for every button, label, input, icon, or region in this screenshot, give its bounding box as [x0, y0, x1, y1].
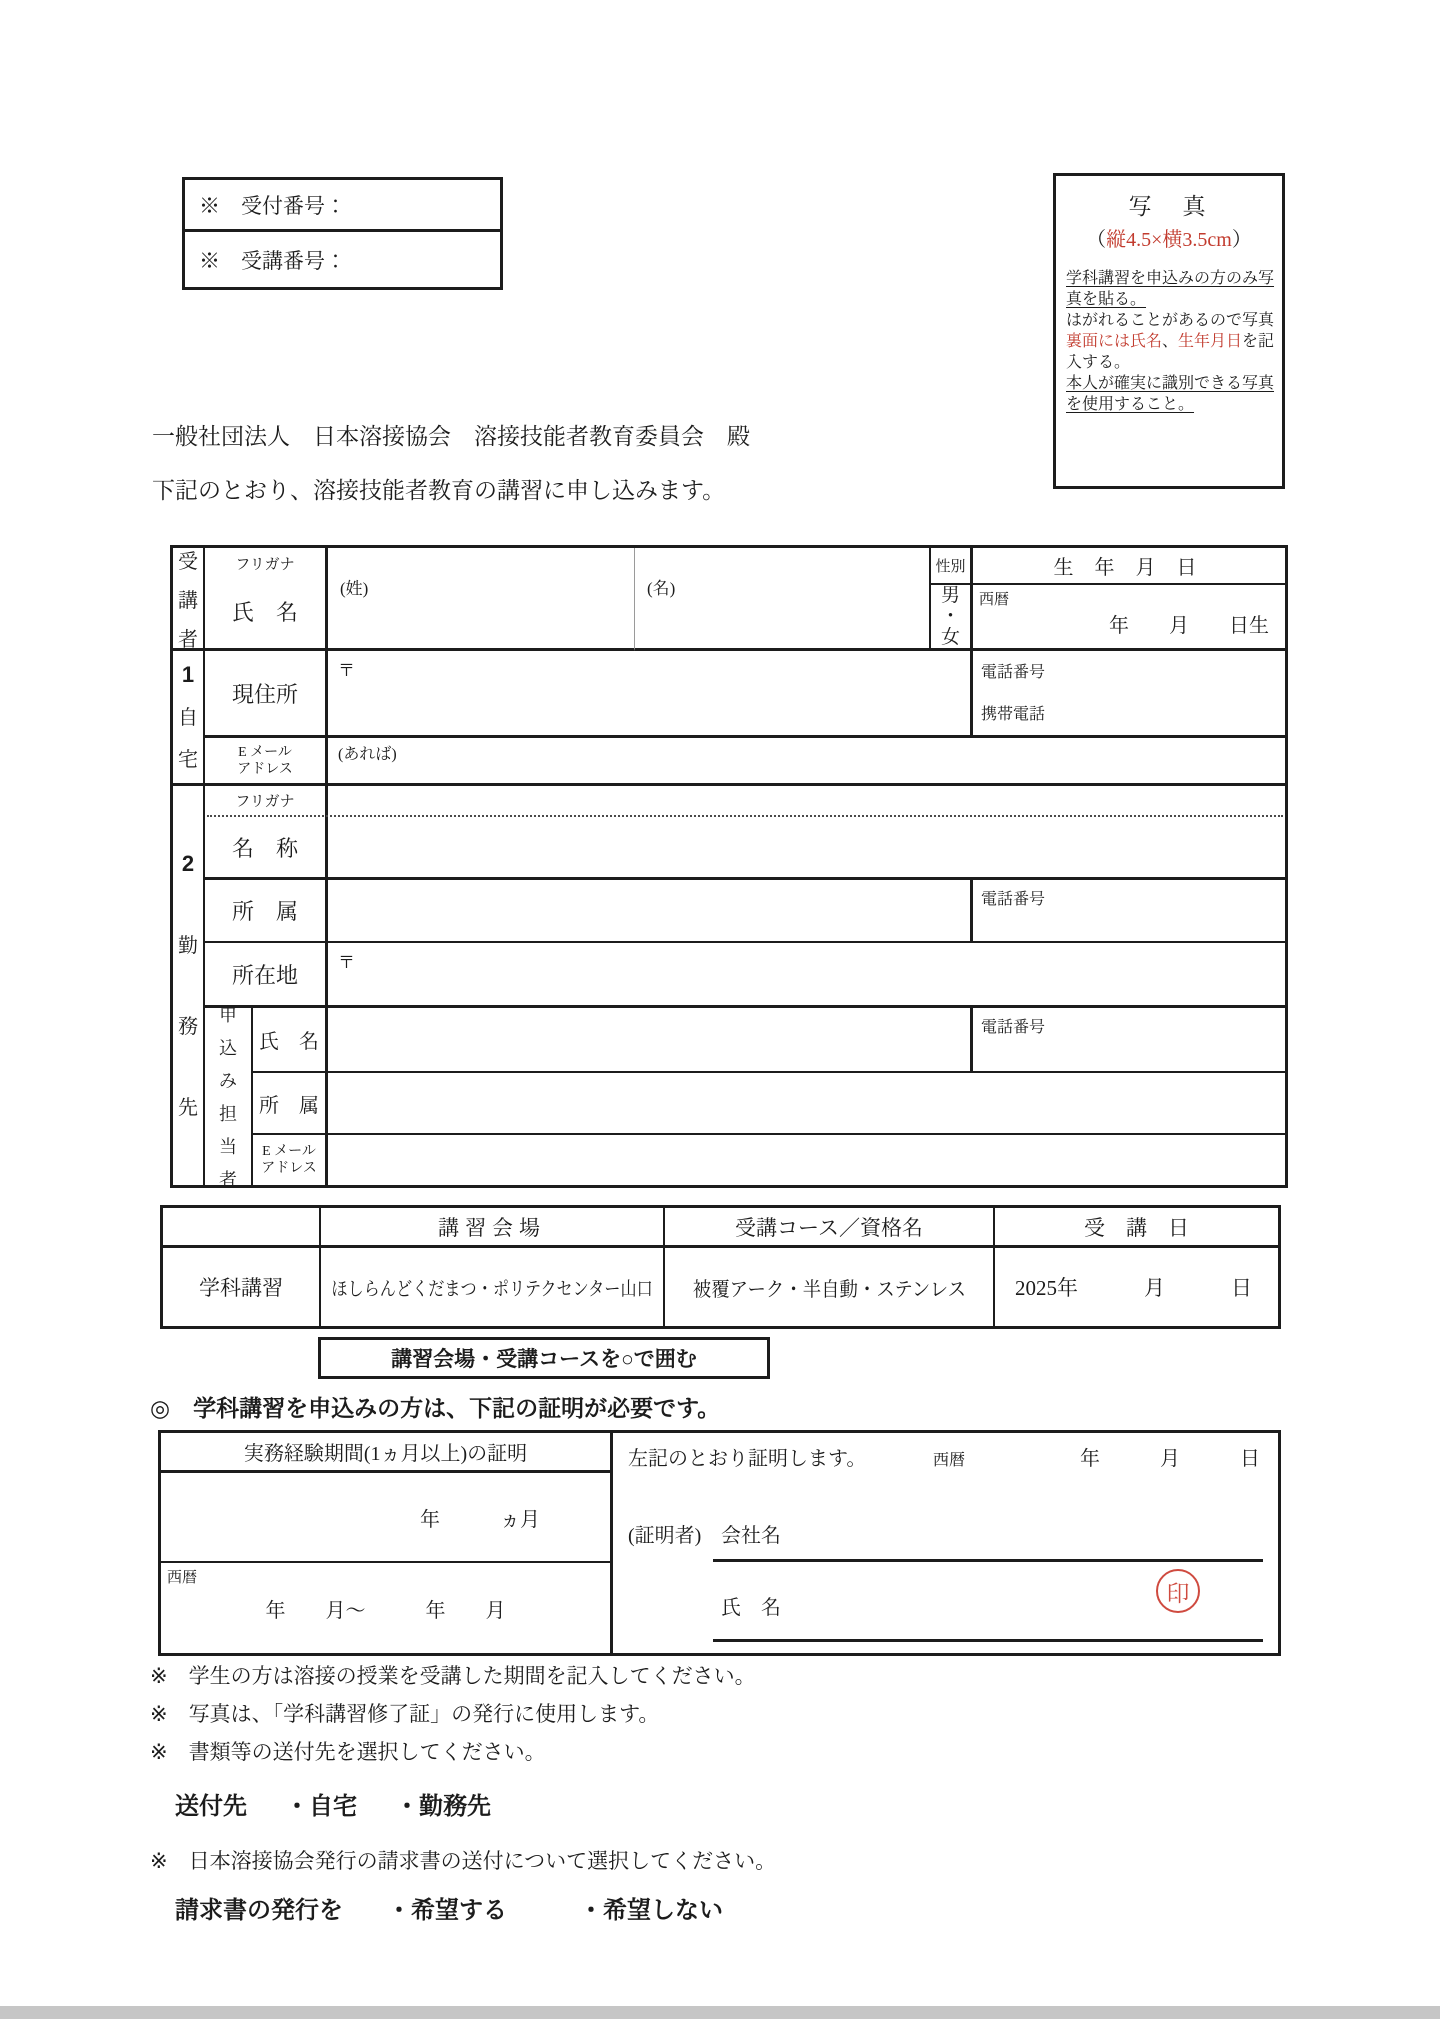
photo-instructions: 学科講習を申込みの方のみ写真を貼る。 はがれることがあるので写真裏面には氏名、生年月日を記入する。 本人が確実に識別できる写真を使用すること。: [1066, 270, 1275, 413]
givenname-field: [635, 548, 931, 651]
attendance-number-row: [185, 232, 500, 287]
course-date-year: 2025年: [1015, 1276, 1078, 1300]
contact-email-line2: アドレス: [261, 1161, 317, 1176]
work-section-chars: 勤 務 先: [178, 935, 198, 1119]
course-venue: [321, 1248, 665, 1326]
certify-statement: 左記のとおり証明します。: [628, 1448, 867, 1470]
email-label-home: [205, 738, 328, 786]
page-edge: [0, 2006, 1440, 2019]
org-furigana-label: フリガナ: [235, 794, 295, 810]
course-date-month: 月: [1144, 1276, 1165, 1300]
application-statement: 下記のとおり、溶接技能者教育の講習に申し込みます。: [152, 478, 726, 503]
contact-name-field: [328, 1008, 973, 1073]
contact-dept-label: 所 属: [253, 1073, 328, 1135]
phone-label: 電話番号: [981, 664, 1046, 681]
reception-number-row: [185, 180, 500, 232]
note-invoice: ※ 日本溶接協会発行の請求書の送付について選択してください。: [150, 1850, 777, 1873]
note-photo-use: ※ 写真は、「学科講習修了証」の発行に使用します。: [150, 1703, 660, 1726]
orgaddr-field: [328, 943, 1285, 1008]
send-to-option-home: ・自宅: [285, 1793, 357, 1820]
send-to-row: [175, 1786, 491, 1821]
course-date-day: 日: [1231, 1276, 1252, 1300]
course-table: [160, 1205, 1281, 1329]
course-header-empty: [163, 1208, 321, 1248]
email-label-line1: E メール: [238, 744, 292, 760]
certify-date-placeholders: 年 月 日: [1080, 1448, 1260, 1470]
phone-field-home: [973, 651, 1285, 738]
givenname-hint: (名): [647, 579, 676, 598]
experience-period-field: [161, 1563, 613, 1653]
mobile-label: 携帯電話: [981, 706, 1046, 723]
photo-title: 写 真: [1128, 194, 1210, 219]
company-label: 会社名: [721, 1525, 781, 1547]
email-hint: (あれば): [338, 746, 397, 763]
certification-table: [158, 1430, 1281, 1656]
addressee-line: 一般社団法人 日本溶接協会 溶接技能者教育委員会 殿: [152, 424, 750, 449]
course-row-type: 学科講習: [163, 1248, 321, 1326]
address-field: [328, 651, 973, 738]
contact-email-line1: E メール: [262, 1144, 316, 1159]
name-underline: [713, 1639, 1263, 1642]
contact-dept-field: [328, 1073, 1285, 1135]
side-label-contact-person: 申 込 み 担 当 者: [205, 1008, 253, 1185]
company-underline: [713, 1559, 1263, 1562]
course-name: [665, 1248, 995, 1326]
course-venue-text: ほしらんどくだまつ・ポリテクセンター山口: [331, 1278, 653, 1300]
send-to-option-work: ・勤務先: [395, 1793, 491, 1820]
certifier-area: [613, 1433, 1278, 1653]
era-label: 西暦: [979, 592, 1010, 608]
contact-name-label: 氏 名: [253, 1008, 328, 1073]
certify-era-label: 西暦: [933, 1452, 966, 1469]
photo-size-note: （縦4.5×横3.5cm）: [1086, 229, 1252, 251]
course-date: [995, 1248, 1278, 1326]
orgname-field: [328, 786, 1285, 880]
invoice-option-no: ・希望しない: [579, 1897, 723, 1924]
phone-field-work: [973, 880, 1285, 943]
invoice-option-yes: ・希望する: [387, 1897, 507, 1924]
surname-field: [328, 548, 635, 651]
invoice-row: [175, 1890, 723, 1925]
course-name-text: 被覆アーク・半自動・ステンレス: [692, 1278, 966, 1301]
dept-label: 所 属: [205, 880, 328, 943]
home-section-chars: 自 宅: [178, 707, 198, 771]
contact-email-field: [328, 1135, 1285, 1185]
applicant-table: [170, 545, 1288, 1188]
seal-mark: 印: [1156, 1569, 1200, 1613]
birthdate-placeholders: 年 月 日生: [1109, 615, 1269, 637]
work-phone-label: 電話番号: [981, 891, 1046, 908]
name-label: 氏 名: [231, 600, 298, 625]
circle-instruction: 講習会場・受講コースを○で囲む: [318, 1337, 770, 1379]
surname-hint: (姓): [340, 579, 369, 598]
attendance-number-label: ※ 受講番号：: [199, 248, 346, 273]
send-to-label: 送付先: [175, 1793, 247, 1820]
period-era-label: 西暦: [167, 1570, 198, 1586]
experience-duration-field: 年 ヵ月: [161, 1473, 613, 1563]
number-box: [182, 177, 503, 290]
course-header-date: 受 講 日: [995, 1208, 1278, 1248]
note-send-select: ※ 書類等の送付先を選択してください。: [150, 1741, 546, 1764]
photo-box: [1053, 173, 1285, 489]
invoice-label: 請求書の発行を: [175, 1897, 343, 1924]
note-student: ※ 学生の方は溶接の授業を受講した期間を記入してください。: [150, 1665, 756, 1688]
email-label-line2: アドレス: [237, 761, 293, 777]
period-placeholders: 年 月～ 年 月: [265, 1599, 506, 1622]
gender-header: 性別: [931, 548, 973, 585]
org-postal-mark: 〒: [338, 953, 355, 972]
side-label-home: [173, 651, 205, 786]
reception-number-label: ※ 受付番号：: [199, 193, 346, 218]
dept-field: [328, 880, 973, 943]
certifier-name-label: 氏 名: [721, 1597, 781, 1619]
work-section-number: 2: [181, 851, 195, 876]
course-header-venue: 講習会場: [321, 1208, 665, 1248]
certification-heading: ◎ 学科講習を申込みの方は、下記の証明が必要です。: [150, 1395, 721, 1421]
experience-header: 実務経験期間(1ヵ月以上)の証明: [161, 1433, 613, 1473]
orgaddr-label: 所在地: [205, 943, 328, 1008]
birthdate-header: 生 年 月 日: [973, 548, 1285, 585]
furigana-label: フリガナ: [235, 557, 295, 573]
gender-options: 男 ・ 女: [931, 585, 973, 651]
course-header-course: 受講コース／資格名: [665, 1208, 995, 1248]
side-label-work: [173, 786, 205, 1185]
birthdate-field: [973, 585, 1285, 651]
phone-field-contact: [973, 1008, 1285, 1073]
orgname-label-cell: [205, 786, 328, 880]
contact-phone-label: 電話番号: [981, 1019, 1046, 1036]
home-section-number: 1: [181, 662, 195, 687]
side-label-attendee: 受 講 者: [173, 548, 205, 651]
name-label-cell: [205, 548, 328, 651]
orgname-label: 名 称: [231, 836, 298, 861]
email-field-home: [328, 738, 1285, 786]
contact-email-label: [253, 1135, 328, 1185]
postal-mark: 〒: [338, 661, 355, 680]
certifier-label: (証明者): [628, 1525, 702, 1547]
address-label: 現住所: [205, 651, 328, 738]
furigana-dotted-rule: [207, 815, 1283, 817]
